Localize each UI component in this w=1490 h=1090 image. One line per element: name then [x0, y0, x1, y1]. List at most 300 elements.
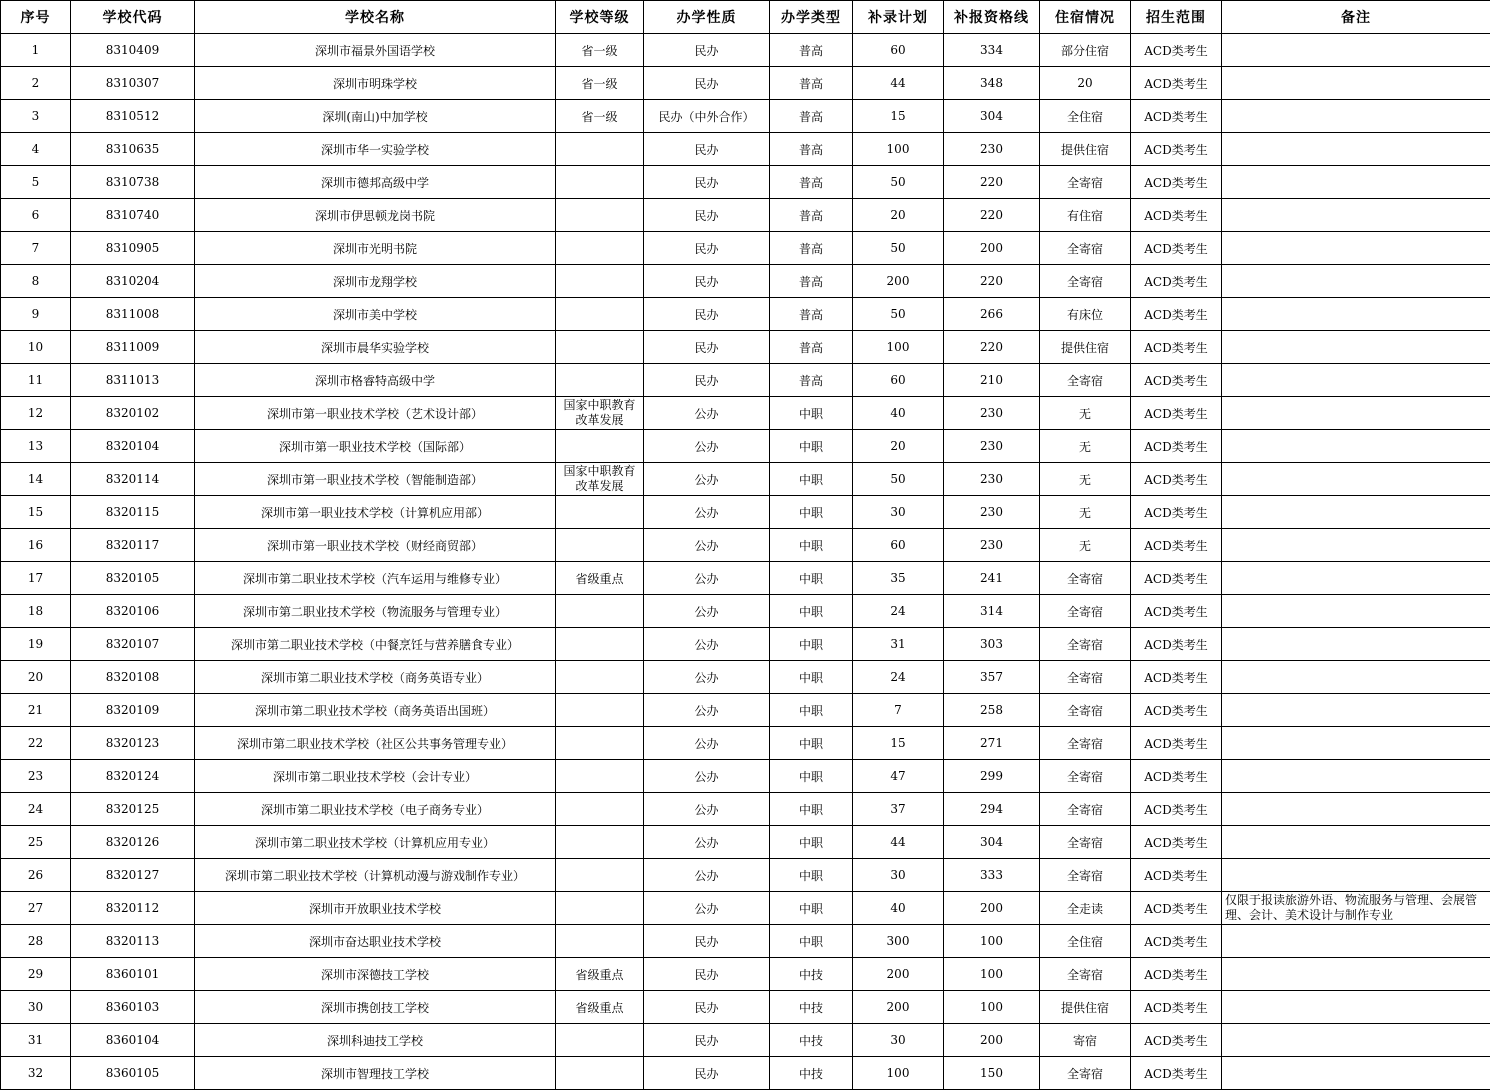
- cell-supplement-plan: 20: [853, 430, 944, 463]
- cell-school-level: 省一级: [556, 67, 644, 100]
- cell-remarks: [1222, 958, 1490, 991]
- cell-school-level: [556, 1024, 644, 1057]
- cell-school-type: 普高: [770, 100, 853, 133]
- cell-school-type: 中职: [770, 793, 853, 826]
- cell-qualification-line: 100: [944, 991, 1040, 1024]
- cell-qualification-line: 334: [944, 34, 1040, 67]
- cell-school-level: [556, 364, 644, 397]
- cell-qualification-line: 230: [944, 496, 1040, 529]
- cell-school-type: 中职: [770, 397, 853, 430]
- header-qualification-line: 补报资格线: [944, 1, 1040, 34]
- table-row: [1, 859, 1490, 892]
- cell-supplement-plan: 30: [853, 859, 944, 892]
- cell-remarks: [1222, 232, 1490, 265]
- cell-qualification-line: 271: [944, 727, 1040, 760]
- cell-ownership: 公办: [644, 529, 770, 562]
- cell-accommodation: 寄宿: [1040, 1024, 1131, 1057]
- cell-qualification-line: 304: [944, 826, 1040, 859]
- cell-ownership: 民办: [644, 232, 770, 265]
- cell-school-level: [556, 133, 644, 166]
- cell-qualification-line: 220: [944, 331, 1040, 364]
- cell-school-type: 普高: [770, 34, 853, 67]
- cell-seq: 32: [1, 1057, 71, 1090]
- cell-qualification-line: 294: [944, 793, 1040, 826]
- cell-school-name: 深圳市第二职业技术学校（电子商务专业）: [195, 793, 556, 826]
- table-row: [1, 529, 1490, 562]
- cell-remarks: [1222, 1024, 1490, 1057]
- cell-remarks: [1222, 430, 1490, 463]
- cell-remarks: [1222, 1057, 1490, 1090]
- cell-seq: 29: [1, 958, 71, 991]
- cell-remarks: [1222, 727, 1490, 760]
- cell-accommodation: 全寄宿: [1040, 859, 1131, 892]
- cell-ownership: 民办: [644, 34, 770, 67]
- cell-accommodation: 无: [1040, 397, 1131, 430]
- cell-school-level: [556, 628, 644, 661]
- cell-school-name: 深圳市深德技工学校: [195, 958, 556, 991]
- cell-remarks: [1222, 364, 1490, 397]
- cell-ownership: 公办: [644, 859, 770, 892]
- cell-enrollment-scope: ACD类考生: [1131, 958, 1222, 991]
- cell-school-type: 中职: [770, 628, 853, 661]
- cell-school-name: 深圳(南山)中加学校: [195, 100, 556, 133]
- cell-remarks: [1222, 694, 1490, 727]
- cell-school-type: 中职: [770, 430, 853, 463]
- cell-school-name: 深圳市第一职业技术学校（计算机应用部）: [195, 496, 556, 529]
- cell-school-code: 8320113: [71, 925, 195, 958]
- cell-enrollment-scope: ACD类考生: [1131, 892, 1222, 925]
- cell-school-level: [556, 331, 644, 364]
- cell-school-type: 中职: [770, 925, 853, 958]
- cell-supplement-plan: 60: [853, 34, 944, 67]
- cell-school-name: 深圳市第二职业技术学校（汽车运用与维修专业）: [195, 562, 556, 595]
- cell-remarks: [1222, 265, 1490, 298]
- cell-supplement-plan: 15: [853, 727, 944, 760]
- cell-seq: 1: [1, 34, 71, 67]
- cell-accommodation: 全寄宿: [1040, 364, 1131, 397]
- cell-seq: 2: [1, 67, 71, 100]
- table-row: [1, 925, 1490, 958]
- cell-accommodation: 有住宿: [1040, 199, 1131, 232]
- cell-school-name: 深圳市德邦高级中学: [195, 166, 556, 199]
- header-school-code: 学校代码: [71, 1, 195, 34]
- cell-school-name: 深圳市第二职业技术学校（社区公共事务管理专业）: [195, 727, 556, 760]
- cell-school-type: 普高: [770, 331, 853, 364]
- cell-school-code: 8320112: [71, 892, 195, 925]
- cell-enrollment-scope: ACD类考生: [1131, 331, 1222, 364]
- cell-seq: 22: [1, 727, 71, 760]
- cell-seq: 25: [1, 826, 71, 859]
- cell-school-level: [556, 166, 644, 199]
- cell-accommodation: 全寄宿: [1040, 595, 1131, 628]
- cell-supplement-plan: 44: [853, 826, 944, 859]
- table-row: [1, 430, 1490, 463]
- cell-supplement-plan: 35: [853, 562, 944, 595]
- cell-remarks: [1222, 397, 1490, 430]
- cell-ownership: 公办: [644, 892, 770, 925]
- cell-school-level: [556, 661, 644, 694]
- cell-accommodation: 无: [1040, 496, 1131, 529]
- cell-remarks: [1222, 859, 1490, 892]
- cell-remarks: [1222, 991, 1490, 1024]
- header-school-level: 学校等级: [556, 1, 644, 34]
- cell-enrollment-scope: ACD类考生: [1131, 232, 1222, 265]
- cell-enrollment-scope: ACD类考生: [1131, 463, 1222, 496]
- cell-school-type: 中职: [770, 595, 853, 628]
- cell-school-name: 深圳市光明书院: [195, 232, 556, 265]
- cell-qualification-line: 100: [944, 958, 1040, 991]
- cell-school-type: 普高: [770, 133, 853, 166]
- cell-school-level: [556, 727, 644, 760]
- cell-supplement-plan: 50: [853, 166, 944, 199]
- cell-qualification-line: 241: [944, 562, 1040, 595]
- cell-school-code: 8320117: [71, 529, 195, 562]
- cell-seq: 30: [1, 991, 71, 1024]
- table-row: [1, 760, 1490, 793]
- cell-school-level: 省一级: [556, 34, 644, 67]
- cell-accommodation: 全住宿: [1040, 100, 1131, 133]
- cell-seq: 15: [1, 496, 71, 529]
- cell-supplement-plan: 200: [853, 265, 944, 298]
- cell-accommodation: 全住宿: [1040, 925, 1131, 958]
- cell-seq: 10: [1, 331, 71, 364]
- cell-school-type: 普高: [770, 166, 853, 199]
- table-body: [1, 34, 1490, 1090]
- cell-remarks: [1222, 331, 1490, 364]
- cell-accommodation: 提供住宿: [1040, 991, 1131, 1024]
- cell-school-code: 8310409: [71, 34, 195, 67]
- table-row: [1, 496, 1490, 529]
- cell-accommodation: 全寄宿: [1040, 793, 1131, 826]
- cell-seq: 16: [1, 529, 71, 562]
- cell-ownership: 公办: [644, 760, 770, 793]
- table-row: [1, 331, 1490, 364]
- cell-qualification-line: 200: [944, 892, 1040, 925]
- cell-enrollment-scope: ACD类考生: [1131, 298, 1222, 331]
- cell-school-code: 8310307: [71, 67, 195, 100]
- cell-school-level: [556, 298, 644, 331]
- cell-accommodation: 全寄宿: [1040, 628, 1131, 661]
- table-row: [1, 1024, 1490, 1057]
- cell-accommodation: 全寄宿: [1040, 1057, 1131, 1090]
- cell-school-name: 深圳市第二职业技术学校（中餐烹饪与营养膳食专业）: [195, 628, 556, 661]
- cell-ownership: 民办: [644, 958, 770, 991]
- table-row: [1, 463, 1490, 496]
- cell-school-level: [556, 793, 644, 826]
- cell-accommodation: 全寄宿: [1040, 826, 1131, 859]
- cell-school-name: 深圳市第二职业技术学校（物流服务与管理专业）: [195, 595, 556, 628]
- cell-supplement-plan: 100: [853, 1057, 944, 1090]
- header-supplement-plan: 补录计划: [853, 1, 944, 34]
- cell-school-level: [556, 595, 644, 628]
- cell-school-type: 中职: [770, 859, 853, 892]
- cell-enrollment-scope: ACD类考生: [1131, 364, 1222, 397]
- cell-school-level: [556, 232, 644, 265]
- cell-ownership: 民办: [644, 1024, 770, 1057]
- cell-school-name: 深圳市第一职业技术学校（艺术设计部）: [195, 397, 556, 430]
- cell-enrollment-scope: ACD类考生: [1131, 199, 1222, 232]
- cell-school-level: 省一级: [556, 100, 644, 133]
- cell-enrollment-scope: ACD类考生: [1131, 496, 1222, 529]
- cell-school-code: 8320108: [71, 661, 195, 694]
- cell-school-code: 8320127: [71, 859, 195, 892]
- cell-accommodation: 全寄宿: [1040, 958, 1131, 991]
- table-row: [1, 628, 1490, 661]
- cell-supplement-plan: 24: [853, 595, 944, 628]
- cell-school-name: 深圳市第二职业技术学校（商务英语出国班）: [195, 694, 556, 727]
- cell-school-code: 8320115: [71, 496, 195, 529]
- cell-remarks: 仅限于报读旅游外语、物流服务与管理、会展管理、会计、美术设计与制作专业: [1222, 892, 1490, 925]
- cell-seq: 9: [1, 298, 71, 331]
- cell-seq: 8: [1, 265, 71, 298]
- table-row: [1, 826, 1490, 859]
- cell-school-type: 普高: [770, 364, 853, 397]
- cell-ownership: 民办: [644, 67, 770, 100]
- cell-supplement-plan: 60: [853, 364, 944, 397]
- header-remarks: 备注: [1222, 1, 1490, 34]
- cell-supplement-plan: 60: [853, 529, 944, 562]
- header-ownership: 办学性质: [644, 1, 770, 34]
- cell-seq: 26: [1, 859, 71, 892]
- cell-accommodation: 无: [1040, 529, 1131, 562]
- cell-school-code: 8360101: [71, 958, 195, 991]
- cell-ownership: 公办: [644, 496, 770, 529]
- cell-school-name: 深圳市龙翔学校: [195, 265, 556, 298]
- cell-school-level: 省级重点: [556, 958, 644, 991]
- cell-qualification-line: 220: [944, 199, 1040, 232]
- cell-school-type: 普高: [770, 232, 853, 265]
- cell-enrollment-scope: ACD类考生: [1131, 859, 1222, 892]
- cell-seq: 18: [1, 595, 71, 628]
- cell-school-type: 中职: [770, 463, 853, 496]
- cell-school-type: 中技: [770, 1057, 853, 1090]
- cell-school-level: 国家中职教育改革发展: [556, 463, 644, 496]
- cell-school-name: 深圳市携创技工学校: [195, 991, 556, 1024]
- cell-accommodation: 部分住宿: [1040, 34, 1131, 67]
- cell-school-name: 深圳市第二职业技术学校（商务英语专业）: [195, 661, 556, 694]
- cell-ownership: 公办: [644, 661, 770, 694]
- cell-qualification-line: 266: [944, 298, 1040, 331]
- cell-school-type: 中职: [770, 529, 853, 562]
- cell-school-level: [556, 430, 644, 463]
- cell-school-code: 8320104: [71, 430, 195, 463]
- cell-qualification-line: 304: [944, 100, 1040, 133]
- cell-supplement-plan: 44: [853, 67, 944, 100]
- cell-school-level: [556, 1057, 644, 1090]
- cell-supplement-plan: 100: [853, 331, 944, 364]
- cell-seq: 23: [1, 760, 71, 793]
- cell-remarks: [1222, 595, 1490, 628]
- table-row: [1, 166, 1490, 199]
- cell-seq: 7: [1, 232, 71, 265]
- cell-ownership: 民办: [644, 331, 770, 364]
- cell-school-name: 深圳科迪技工学校: [195, 1024, 556, 1057]
- cell-enrollment-scope: ACD类考生: [1131, 925, 1222, 958]
- cell-ownership: 民办: [644, 991, 770, 1024]
- cell-school-type: 普高: [770, 67, 853, 100]
- cell-qualification-line: 303: [944, 628, 1040, 661]
- cell-enrollment-scope: ACD类考生: [1131, 826, 1222, 859]
- cell-school-code: 8311009: [71, 331, 195, 364]
- table-row: [1, 958, 1490, 991]
- cell-enrollment-scope: ACD类考生: [1131, 166, 1222, 199]
- cell-accommodation: 提供住宿: [1040, 331, 1131, 364]
- cell-enrollment-scope: ACD类考生: [1131, 562, 1222, 595]
- cell-accommodation: 全寄宿: [1040, 166, 1131, 199]
- cell-school-type: 中技: [770, 991, 853, 1024]
- cell-accommodation: 全寄宿: [1040, 661, 1131, 694]
- cell-school-name: 深圳市美中学校: [195, 298, 556, 331]
- cell-ownership: 公办: [644, 727, 770, 760]
- cell-ownership: 民办: [644, 133, 770, 166]
- cell-school-level: [556, 529, 644, 562]
- cell-school-level: [556, 760, 644, 793]
- cell-qualification-line: 230: [944, 397, 1040, 430]
- cell-school-code: 8311013: [71, 364, 195, 397]
- cell-school-level: [556, 859, 644, 892]
- table-row: [1, 892, 1490, 925]
- cell-remarks: [1222, 133, 1490, 166]
- cell-school-name: 深圳市智理技工学校: [195, 1057, 556, 1090]
- cell-seq: 19: [1, 628, 71, 661]
- table-row: [1, 298, 1490, 331]
- cell-seq: 21: [1, 694, 71, 727]
- cell-qualification-line: 230: [944, 133, 1040, 166]
- cell-school-code: 8320114: [71, 463, 195, 496]
- cell-seq: 11: [1, 364, 71, 397]
- cell-accommodation: 全寄宿: [1040, 694, 1131, 727]
- cell-seq: 6: [1, 199, 71, 232]
- cell-school-code: 8320109: [71, 694, 195, 727]
- cell-school-type: 中职: [770, 694, 853, 727]
- cell-enrollment-scope: ACD类考生: [1131, 628, 1222, 661]
- cell-school-name: 深圳市第二职业技术学校（会计专业）: [195, 760, 556, 793]
- cell-ownership: 公办: [644, 595, 770, 628]
- cell-accommodation: 全寄宿: [1040, 232, 1131, 265]
- cell-accommodation: 全走读: [1040, 892, 1131, 925]
- table-row: [1, 67, 1490, 100]
- cell-school-type: 中职: [770, 826, 853, 859]
- cell-accommodation: 全寄宿: [1040, 727, 1131, 760]
- cell-remarks: [1222, 463, 1490, 496]
- cell-remarks: [1222, 100, 1490, 133]
- cell-ownership: 民办: [644, 298, 770, 331]
- cell-school-name: 深圳市第一职业技术学校（财经商贸部）: [195, 529, 556, 562]
- cell-school-level: [556, 265, 644, 298]
- table-row: [1, 265, 1490, 298]
- cell-school-name: 深圳市第二职业技术学校（计算机应用专业）: [195, 826, 556, 859]
- cell-supplement-plan: 50: [853, 463, 944, 496]
- cell-supplement-plan: 7: [853, 694, 944, 727]
- cell-ownership: 民办（中外合作）: [644, 100, 770, 133]
- cell-supplement-plan: 100: [853, 133, 944, 166]
- table-row: [1, 364, 1490, 397]
- cell-qualification-line: 299: [944, 760, 1040, 793]
- cell-school-code: 8320124: [71, 760, 195, 793]
- cell-qualification-line: 230: [944, 529, 1040, 562]
- cell-ownership: 民办: [644, 199, 770, 232]
- table-row: [1, 199, 1490, 232]
- cell-school-name: 深圳市开放职业技术学校: [195, 892, 556, 925]
- cell-accommodation: 全寄宿: [1040, 562, 1131, 595]
- cell-supplement-plan: 40: [853, 892, 944, 925]
- cell-school-code: 8360103: [71, 991, 195, 1024]
- cell-supplement-plan: 300: [853, 925, 944, 958]
- table-row: [1, 1057, 1490, 1090]
- cell-enrollment-scope: ACD类考生: [1131, 529, 1222, 562]
- table-row: [1, 694, 1490, 727]
- cell-ownership: 公办: [644, 628, 770, 661]
- cell-enrollment-scope: ACD类考生: [1131, 1057, 1222, 1090]
- cell-supplement-plan: 200: [853, 991, 944, 1024]
- table-row: [1, 562, 1490, 595]
- cell-qualification-line: 357: [944, 661, 1040, 694]
- cell-seq: 5: [1, 166, 71, 199]
- cell-school-level: [556, 826, 644, 859]
- cell-school-type: 中职: [770, 661, 853, 694]
- cell-ownership: 公办: [644, 562, 770, 595]
- cell-school-level: 省级重点: [556, 991, 644, 1024]
- cell-ownership: 公办: [644, 826, 770, 859]
- header-seq: 序号: [1, 1, 71, 34]
- cell-supplement-plan: 37: [853, 793, 944, 826]
- cell-school-level: 国家中职教育改革发展: [556, 397, 644, 430]
- cell-accommodation: 提供住宿: [1040, 133, 1131, 166]
- cell-ownership: 公办: [644, 397, 770, 430]
- cell-enrollment-scope: ACD类考生: [1131, 67, 1222, 100]
- cell-remarks: [1222, 925, 1490, 958]
- cell-school-name: 深圳市第二职业技术学校（计算机动漫与游戏制作专业）: [195, 859, 556, 892]
- table-row: [1, 991, 1490, 1024]
- cell-enrollment-scope: ACD类考生: [1131, 265, 1222, 298]
- cell-remarks: [1222, 34, 1490, 67]
- cell-enrollment-scope: ACD类考生: [1131, 991, 1222, 1024]
- cell-school-code: 8320105: [71, 562, 195, 595]
- cell-qualification-line: 333: [944, 859, 1040, 892]
- cell-school-code: 8320107: [71, 628, 195, 661]
- cell-accommodation: 无: [1040, 463, 1131, 496]
- cell-qualification-line: 210: [944, 364, 1040, 397]
- cell-school-type: 中职: [770, 760, 853, 793]
- cell-enrollment-scope: ACD类考生: [1131, 727, 1222, 760]
- cell-school-code: 8360104: [71, 1024, 195, 1057]
- cell-qualification-line: 150: [944, 1057, 1040, 1090]
- cell-school-level: [556, 925, 644, 958]
- header-enrollment-scope: 招生范围: [1131, 1, 1222, 34]
- cell-accommodation: 全寄宿: [1040, 265, 1131, 298]
- cell-school-name: 深圳市第一职业技术学校（国际部）: [195, 430, 556, 463]
- cell-qualification-line: 230: [944, 463, 1040, 496]
- cell-ownership: 公办: [644, 694, 770, 727]
- cell-supplement-plan: 50: [853, 232, 944, 265]
- cell-seq: 27: [1, 892, 71, 925]
- cell-school-type: 中技: [770, 958, 853, 991]
- cell-school-code: 8310738: [71, 166, 195, 199]
- cell-enrollment-scope: ACD类考生: [1131, 397, 1222, 430]
- cell-seq: 13: [1, 430, 71, 463]
- cell-school-code: 8310204: [71, 265, 195, 298]
- cell-enrollment-scope: ACD类考生: [1131, 100, 1222, 133]
- cell-enrollment-scope: ACD类考生: [1131, 34, 1222, 67]
- cell-ownership: 民办: [644, 265, 770, 298]
- cell-school-code: 8320126: [71, 826, 195, 859]
- cell-remarks: [1222, 628, 1490, 661]
- cell-seq: 17: [1, 562, 71, 595]
- cell-accommodation: 20: [1040, 67, 1131, 100]
- cell-enrollment-scope: ACD类考生: [1131, 694, 1222, 727]
- cell-enrollment-scope: ACD类考生: [1131, 661, 1222, 694]
- cell-accommodation: 有床位: [1040, 298, 1131, 331]
